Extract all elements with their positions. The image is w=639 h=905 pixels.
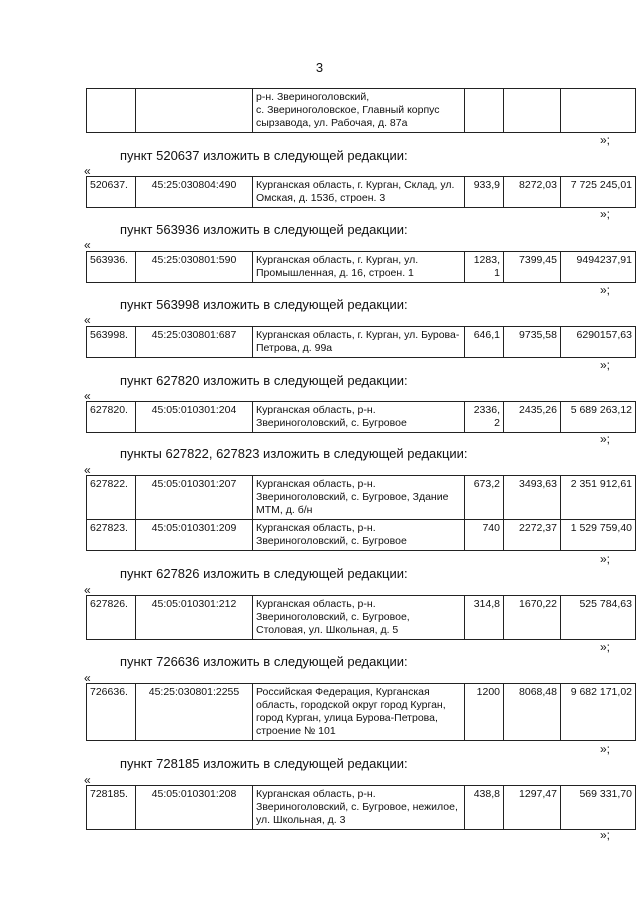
cell-area: 1200	[465, 684, 504, 741]
cell-value: 8272,03	[504, 177, 561, 208]
cell-address: Курганская область, р-н. Звериноголовский, с. Бугровое, нежилое, ул. Школьная, д. 3	[253, 786, 465, 830]
cell-address: Курганская область, р-н. Звериноголовский, с. Бугровое, Столовая, ул. Школьная, д. 5	[253, 596, 465, 640]
cell-value: 8068,48	[504, 684, 561, 741]
cell-cadastral	[136, 89, 253, 133]
quote-open: «	[84, 583, 91, 597]
section-table	[86, 176, 636, 208]
cell-cadastral: 45:05:010301:207	[136, 476, 253, 520]
cell-cost: 9494237,91	[561, 252, 636, 283]
section-heading: пункты 627822, 627823 изложить в следующей редакции:	[120, 446, 468, 461]
cell-cost: 5 689 263,12	[561, 402, 636, 433]
cell-number: 563936.	[87, 252, 136, 283]
cell-address: Курганская область, г. Курган, Склад, ул. Омская, д. 153б, строен. 3	[253, 177, 465, 208]
cell-value	[504, 89, 561, 133]
cell-number: 520637.	[87, 177, 136, 208]
cell-value: 2435,26	[504, 402, 561, 433]
cell-number	[87, 89, 136, 133]
section-table	[86, 683, 636, 741]
cell-value: 9735,58	[504, 327, 561, 358]
table-row	[87, 684, 636, 741]
section-heading: пункт 563998 изложить в следующей редакции:	[120, 297, 408, 312]
quote-close: »;	[600, 283, 611, 297]
cell-address: Курганская область, р-н. Звериноголовский, с. Бугровое, Здание МТМ, д. б/н	[253, 476, 465, 520]
quote-open: «	[84, 164, 91, 178]
cell-value: 1670,22	[504, 596, 561, 640]
cell-area: 1283,1	[465, 252, 504, 283]
cell-area: 2336,2	[465, 402, 504, 433]
cell-cost: 2 351 912,61	[561, 476, 636, 520]
cell-number: 726636.	[87, 684, 136, 741]
table-row	[87, 89, 636, 133]
cell-cadastral: 45:05:010301:208	[136, 786, 253, 830]
quote-open: «	[84, 671, 91, 685]
section-table	[86, 475, 636, 551]
cell-value: 1297,47	[504, 786, 561, 830]
cell-cost: 569 331,70	[561, 786, 636, 830]
table-row	[87, 327, 636, 358]
quote-close: »;	[600, 828, 611, 842]
continuation-table	[86, 88, 636, 133]
section-heading: пункт 563936 изложить в следующей редакции:	[120, 222, 408, 237]
table-row	[87, 177, 636, 208]
cell-value: 2272,37	[504, 520, 561, 551]
quote-open: «	[84, 463, 91, 477]
cell-number: 627822.	[87, 476, 136, 520]
cell-area: 673,2	[465, 476, 504, 520]
cell-area: 740	[465, 520, 504, 551]
quote-close: »;	[600, 640, 611, 654]
section-table	[86, 251, 636, 283]
cell-area: 646,1	[465, 327, 504, 358]
quote-open: «	[84, 773, 91, 787]
section-table	[86, 326, 636, 358]
cell-cost: 7 725 245,01	[561, 177, 636, 208]
quote-close: »;	[600, 358, 611, 372]
quote-close: »;	[600, 133, 611, 147]
quote-open: «	[84, 389, 91, 403]
cell-cost	[561, 89, 636, 133]
section-table	[86, 785, 636, 830]
cell-value: 7399,45	[504, 252, 561, 283]
cell-cost: 1 529 759,40	[561, 520, 636, 551]
section-heading: пункт 627826 изложить в следующей редакции:	[120, 566, 408, 581]
cell-value: 3493,63	[504, 476, 561, 520]
quote-open: «	[84, 313, 91, 327]
cell-area: 933,9	[465, 177, 504, 208]
cell-area	[465, 89, 504, 133]
quote-close: »;	[600, 207, 611, 221]
cell-number: 728185.	[87, 786, 136, 830]
cell-address: Курганская область, р-н. Звериноголовский, с. Бугровое	[253, 402, 465, 433]
section-table	[86, 401, 636, 433]
cell-cadastral: 45:25:030801:687	[136, 327, 253, 358]
table-row	[87, 786, 636, 830]
cell-cadastral: 45:05:010301:212	[136, 596, 253, 640]
section-heading: пункт 728185 изложить в следующей редакции:	[120, 756, 408, 771]
cell-number: 627823.	[87, 520, 136, 551]
cell-address: Курганская область, р-н. Звериноголовский, с. Бугровое	[253, 520, 465, 551]
cell-area: 314,8	[465, 596, 504, 640]
quote-close: »;	[600, 432, 611, 446]
quote-open: «	[84, 238, 91, 252]
cell-address: Курганская область, г. Курган, ул. Промышленная, д. 16, строен. 1	[253, 252, 465, 283]
section-heading: пункт 520637 изложить в следующей редакции:	[120, 148, 408, 163]
section-heading: пункт 726636 изложить в следующей редакции:	[120, 654, 408, 669]
cell-area: 438,8	[465, 786, 504, 830]
table-row	[87, 252, 636, 283]
section-heading: пункт 627820 изложить в следующей редакции:	[120, 373, 408, 388]
table-row	[87, 476, 636, 520]
page-number: 3	[315, 60, 324, 75]
cell-cadastral: 45:25:030804:490	[136, 177, 253, 208]
cell-address: Российская Федерация, Курганская область, городской округ город Курган, город Курган, улица Бурова-Петрова, строение № 101	[253, 684, 465, 741]
cell-cadastral: 45:25:030801:2255	[136, 684, 253, 741]
quote-close: »;	[600, 552, 611, 566]
cell-cadastral: 45:05:010301:204	[136, 402, 253, 433]
cell-number: 627820.	[87, 402, 136, 433]
table-row	[87, 402, 636, 433]
cell-address: Курганская область, г. Курган, ул. Бурова-Петрова, д. 99а	[253, 327, 465, 358]
table-row	[87, 520, 636, 551]
cell-cadastral: 45:25:030801:590	[136, 252, 253, 283]
cell-cost: 9 682 171,02	[561, 684, 636, 741]
cell-address: р-н. Звериноголовский, с. Звериноголовское, Главный корпус сырзавода, ул. Рабочая, д. 87а	[253, 89, 465, 133]
section-table	[86, 595, 636, 640]
cell-cost: 525 784,63	[561, 596, 636, 640]
cell-cost: 6290157,63	[561, 327, 636, 358]
table-row	[87, 596, 636, 640]
quote-close: »;	[600, 742, 611, 756]
cell-number: 563998.	[87, 327, 136, 358]
cell-cadastral: 45:05:010301:209	[136, 520, 253, 551]
cell-number: 627826.	[87, 596, 136, 640]
